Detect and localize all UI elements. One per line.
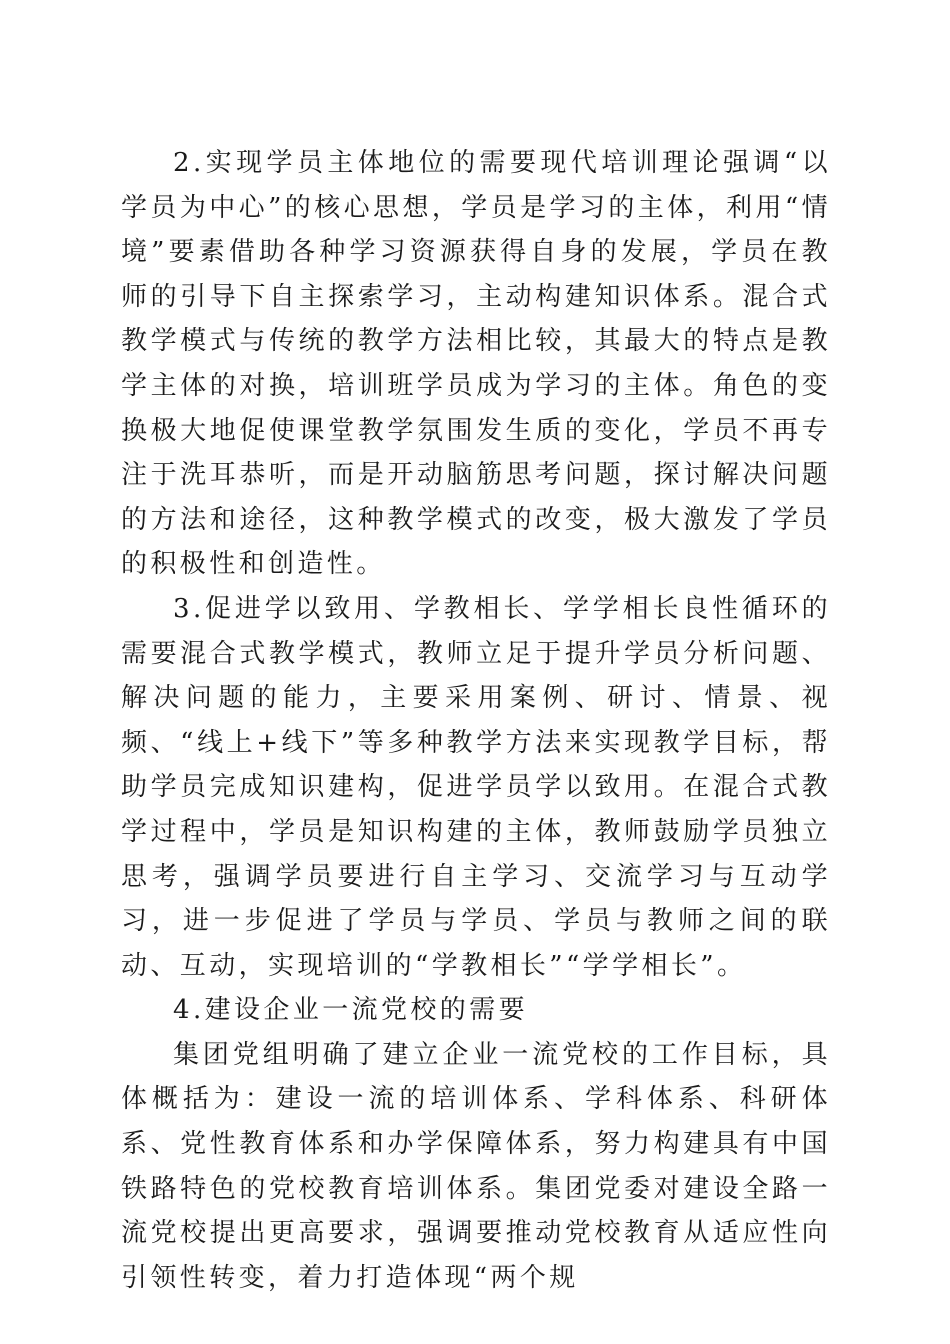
document-body [121,141,831,1300]
paragraph-party-school-goals: 集团党组明确了建立企业一流党校的工作目标，具体概括为：建设一流的培训体系、学科体系、科研体系、党性教育体系和办学保障体系，努力构建具有中国铁路特色的党校教育培训体系。集团党委对建设全路一流党校提出更高要求，强调要推动党校教育从适应性向引领性转变，着力打造体现“两个规 [121,1039,831,1293]
paragraph-student-subject: 2.实现学员主体地位的需要现代培训理论强调“以学员为中心”的核心思想，学员是学习的主体，利用“情境”要素借助各种学习资源获得自身的发展，学员在教师的引导下自主探索学习，主动构建知识体系。混合式教学模式与传统的教学方法相比较，其最大的特点是教学主体的对换，培训班学员成为学习的主体。角色的变换极大地促使课堂教学氛围发生质的变化，学员不再专注于洗耳恭听，而是开动脑筋思考问题，探讨解决问题的方法和途径，这种教学模式的改变，极大激发了学员的积极性和创造性。 [121,148,831,580]
paragraph-learning-cycle: 3.促进学以致用、学教相长、学学相长良性循环的需要混合式教学模式，教师立足于提升学员分析问题、解决问题的能力，主要采用案例、研讨、情景、视频、“线上+线下”等多种教学方法来实现教学目标，帮助学员完成知识建构，促进学员学以致用。在混合式教学过程中，学员是知识构建的主体，教师鼓励学员独立思考，强调学员要进行自主学习、交流学习与互动学习，进一步促进了学员与学员、学员与教师之间的联动、互动，实现培训的“学教相长”“学学相长”。 [121,593,831,981]
section-heading-party-school: 4.建设企业一流党校的需要 [173,995,529,1026]
